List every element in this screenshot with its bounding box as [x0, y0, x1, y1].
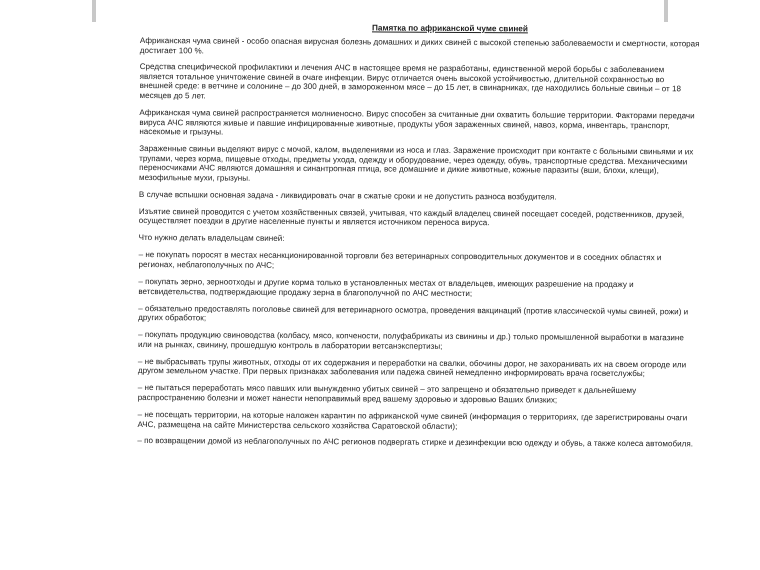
rule-item: – не выбрасывать трупы животных, отходы от их содержания и переработки на свалки, обочины дорог, не захоранивать их на своем огороде или другом земельном участке. При первых признаках заболевания или падежа свиней немедленно информировать врача госветслужбы; [137, 356, 687, 379]
rule-item: – покупать продукцию свиноводства (колбасу, мясо, копчености, полуфабрикаты из свинины и др.) только промышленной выработки в магазине или на рынках, свинину, прошедшую контроль в лаборатории ветсанэкспертизы; [138, 330, 684, 351]
paragraph-removal: Изъятие свиней проводится с учетом хозяйственных связей, учитывая, что каждый владелец свиней посещает соседей, родственников, друзей, осуществляет поездки в другие населенные пункты и является источником переноса вируса. [138, 206, 685, 228]
paragraph-owners-heading: Что нужно делать владельцам свиней: [138, 233, 285, 244]
rule-item: – покупать зерно, зерноотходы и другие корма только в установленных местах от владельцев, имеющих разрешение на продажу и ветсвидетельства, подтверждающие продажу зерна в благополучной по АЧС местности; [138, 277, 634, 298]
paragraph-outbreak: В случае вспышки основная задача - ликвидировать очаг в сжатые сроки и не допустить разноса возбудителя. [138, 189, 557, 202]
paragraph-intro: Африканская чума свиней - особо опасная вирусная болезнь домашних и диких свиней с высокой степенью заболеваемости и смертности, которая достигает 100 %. [139, 35, 700, 55]
paragraph-prevention: Средства специфической профилактики и лечения АЧС в настоящее время не разработаны, единственной мерой борьбы с заболеванием является тотальное уничтожение свиней в очаге инфекции. Вирус отличается очень высокой устойчивостью, длительной сохранностью во внешней среде: в ветчине и солонине – до 300 дней, в замороженном мясе – до 15 лет, в свинарниках, где находились больные свиньи – от 18 месяцев до 5 лет. [139, 62, 682, 101]
rule-item: – не покупать поросят в местах несанкционированной торговли без ветеринарных сопроводительных документов и в соседних областях и регионах, неблагополучных по АЧС; [138, 250, 662, 270]
scan-edge-mark [664, 0, 668, 22]
rule-item: – по возвращении домой из неблагополучных по АЧС регионов подвергать стирке и дезинфекции всю одежду и обувь, а также колеса автомобиля. [137, 436, 694, 449]
document-body [137, 22, 700, 457]
rule-item: – не посещать территории, на которые наложен карантин по африканской чуме свиней (информация о территориях, где зарегистрированы очаги АЧС, размещена на сайте Министерства сельского хозяйства Саратовской области); [137, 409, 688, 431]
rule-item: – не пытаться переработать мясо павших или вынужденно убитых свиней – это запрещено и обязательно приведет к дальнейшему распространению болезни и может нанести непоправимый вред вашему здоровью и здоровью Ваших близких; [137, 383, 637, 405]
scan-edge-mark [92, 0, 96, 22]
paragraph-infection: Зараженные свиньи выделяют вирус с мочой, калом, выделениями из носа и глаз. Заражение происходит при контакте с больными свиньями и их трупами, через корма, пищевые отходы, предметы ухода, одежду и оборудование, через одежду, обувь, транспортные средства. Механическими переносчиками АЧС являются домашняя и синантропная птица, все домашние и дикие животные, кожные паразиты (вши, блохи, клещи), мезофильные мухи, грызуны. [139, 144, 694, 183]
paragraph-spread: Африканская чума свиней распространяется молниеносно. Вирус способен за считанные дни охватить большие территории. Факторами передачи вируса АЧС являются живые и павшие инфицированные животные, продукты убоя зараженных свиней, навоз, корма, инвентарь, транспорт, насекомые и грызуны. [139, 107, 695, 137]
document-title: Памятка по африканской чуме свиней [372, 23, 528, 34]
rule-item: – обязательно предоставлять поголовье свиней для ветеринарного осмотра, проведения вакцинаций (против классической чумы свиней, рожи) и других обработок; [138, 303, 689, 323]
